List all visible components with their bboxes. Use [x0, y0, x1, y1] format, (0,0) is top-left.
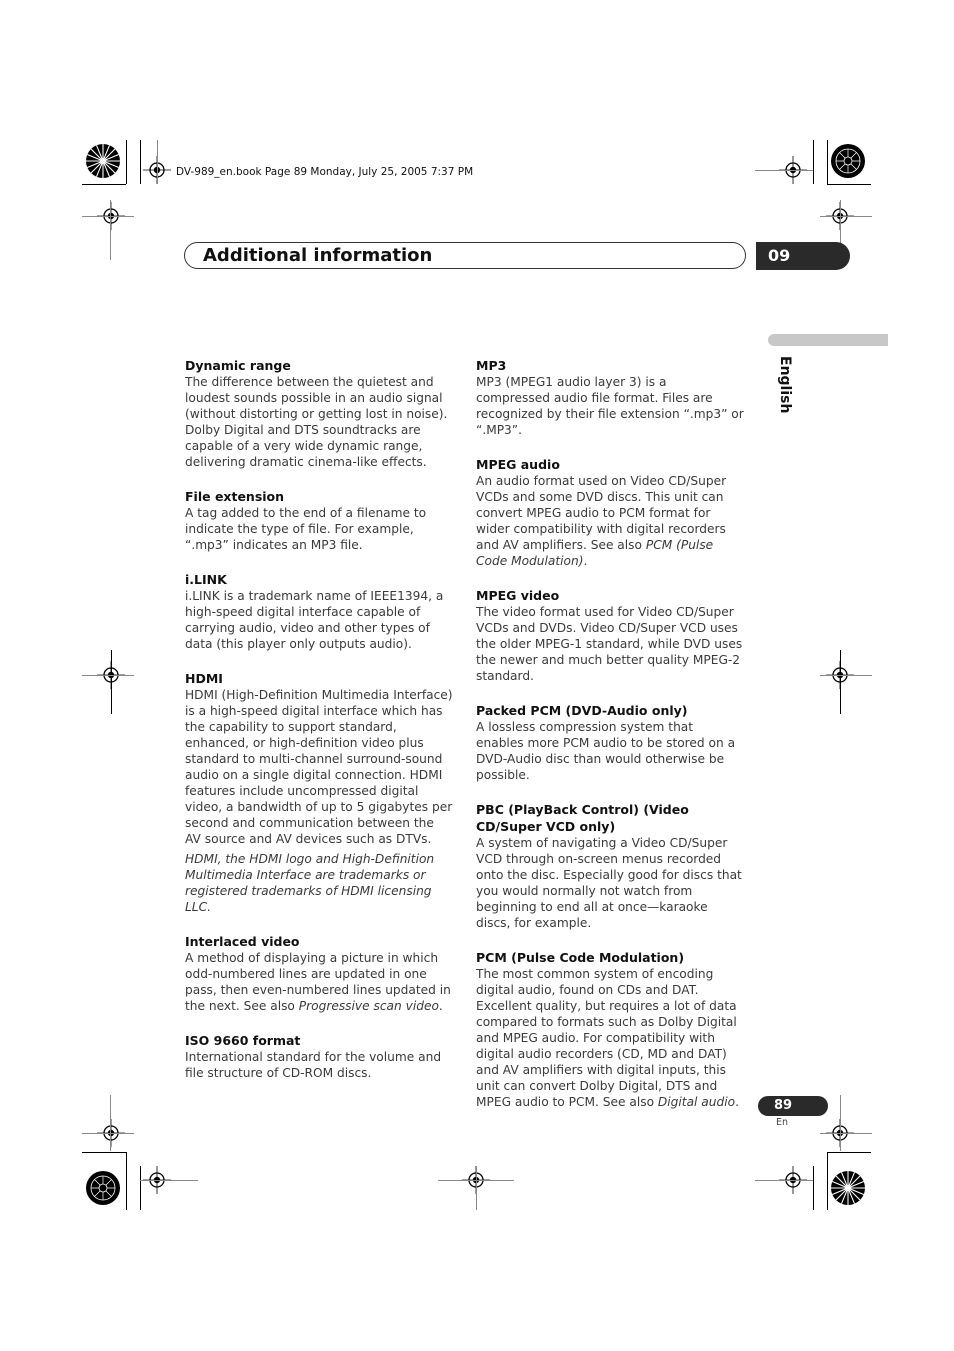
glossary-entry: [185, 933, 453, 1014]
glossary-entry: [185, 670, 453, 915]
glossary-term: i.LINK: [185, 572, 227, 587]
glossary-term: MPEG audio: [476, 457, 560, 472]
glossary-definition: A system of navigating a Video CD/Super VCD through on-screen menus recorded onto the disc. Especially good for discs that you would normally not watch from beginning to end all at once—karaoke discs, for example.: [476, 836, 742, 930]
glossary-term: PCM (Pulse Code Modulation): [476, 950, 685, 965]
page-number: 89: [773, 1098, 793, 1113]
glossary-entry: [185, 1032, 453, 1081]
glossary-definition: A lossless compression system that enables more PCM audio to be stored on a DVD-Audio disc than would otherwise be possible.: [476, 720, 736, 782]
cross-reference: PCM (Pulse Code Modulation): [476, 538, 714, 568]
glossary-entry: [185, 357, 453, 470]
definition-text: The most common system of encoding digital audio, found on CDs and DAT. Excellent quality, but requires a lot of data compared to formats such as Dolby Digital and MPEG audio. For compatibility with digital audio recorders (CD, MD and DAT) and AV amplifiers with digital inputs, this unit can convert Dolby Digital, DTS and MPEG audio to PCM. See also: [476, 967, 737, 1109]
glossary-term: HDMI: [185, 671, 223, 686]
starburst-mark-icon: [85, 143, 121, 179]
glossary-term: ISO 9660 format: [185, 1033, 301, 1048]
page-language-code: En: [776, 1117, 789, 1128]
glossary-definition: International standard for the volume and file structure of CD-ROM discs.: [185, 1050, 442, 1080]
glossary-term: Dynamic range: [185, 358, 291, 373]
glossary-term: File extension: [185, 489, 285, 504]
definition-tail: .: [735, 1095, 739, 1109]
glossary-term: PBC (PlayBack Control) (Video CD/Super VCD only): [476, 802, 689, 834]
glossary-column-right: [476, 357, 744, 1128]
glossary-entry: [185, 571, 453, 652]
starburst-mark-icon: [830, 1170, 866, 1206]
print-slug: DV-989_en.book Page 89 Monday, July 25, 2005 7:37 PM: [176, 166, 474, 178]
glossary-column-left: [185, 357, 453, 1099]
definition-tail: .: [583, 554, 588, 568]
glossary-entry: [476, 702, 744, 783]
language-tab: [771, 356, 801, 436]
glossary-term: MP3: [476, 358, 507, 373]
glossary-term: MPEG video: [476, 588, 560, 603]
section-title: Additional information: [203, 245, 433, 266]
glossary-definition: The difference between the quietest and loudest sounds possible in an audio signal (without distorting or getting lost in noise). Dolby Digital and DTS soundtracks are capable of a very wide dynamic range, delivering dramatic cinema-like effects.: [185, 375, 448, 469]
glossary-entry: [185, 488, 453, 553]
glossary-definition: MP3 (MPEG1 audio layer 3) is a compressed audio file format. Files are recognized by their file extension “.mp3” or “.MP3”.: [476, 375, 744, 437]
definition-text: An audio format used on Video CD/Super VCDs and some DVD discs. This unit can convert MPEG audio to PCM format for wider compatibility with digital recorders and AV amplifiers. See also: [476, 474, 727, 552]
glossary-entry: [476, 587, 744, 684]
glossary-definition: [476, 966, 744, 1110]
language-tab-bar: [768, 334, 888, 346]
glossary-entry: [476, 949, 744, 1110]
glossary-term: Packed PCM (DVD-Audio only): [476, 703, 688, 718]
definition-tail: .: [438, 999, 443, 1013]
glossary-definition: [476, 473, 744, 569]
definition-text: A method of displaying a picture in which odd-numbered lines are updated in one pass, then even-numbered lines updated in the next. See also: [185, 951, 451, 1013]
glossary-entry: [476, 456, 744, 569]
glossary-entry: [476, 357, 744, 438]
glossary-definition: HDMI (High-Definition Multimedia Interface) is a high-speed digital interface which has the capability to support standard, enhanced, or high-definition video plus standard to multi-channel surround-sound audio on a single digital connection. HDMI features include uncompressed digital video, a bandwidth of up to 5 gigabytes per second and communication between the AV source and AV devices such as DTVs.: [185, 688, 453, 846]
glossary-term: Interlaced video: [185, 934, 300, 949]
starburst-mark-icon: [85, 1170, 121, 1206]
cross-reference: Progressive scan video: [298, 999, 439, 1013]
glossary-definition: A tag added to the end of a filename to indicate the type of file. For example, “.mp3” indicates an MP3 file.: [185, 506, 427, 552]
glossary-definition: i.LINK is a trademark name of IEEE1394, a high-speed digital interface capable of carrying audio, video and other types of data (this player only outputs audio).: [185, 589, 444, 651]
glossary-entry: [476, 801, 744, 931]
trademark-note: HDMI, the HDMI logo and High-Definition Multimedia Interface are trademarks or registered trademarks of HDMI licensing LLC.: [185, 852, 435, 914]
cross-reference: Digital audio: [657, 1095, 736, 1109]
glossary-definition: The video format used for Video CD/Super VCDs and DVDs. Video CD/Super VCD uses the older MPEG-1 standard, while DVD uses the newer and much better quality MPEG-2 standard.: [476, 605, 743, 683]
chapter-number: 09: [768, 246, 791, 265]
glossary-definition: [185, 950, 453, 1014]
language-label: English: [777, 356, 793, 414]
starburst-mark-icon: [830, 143, 866, 179]
